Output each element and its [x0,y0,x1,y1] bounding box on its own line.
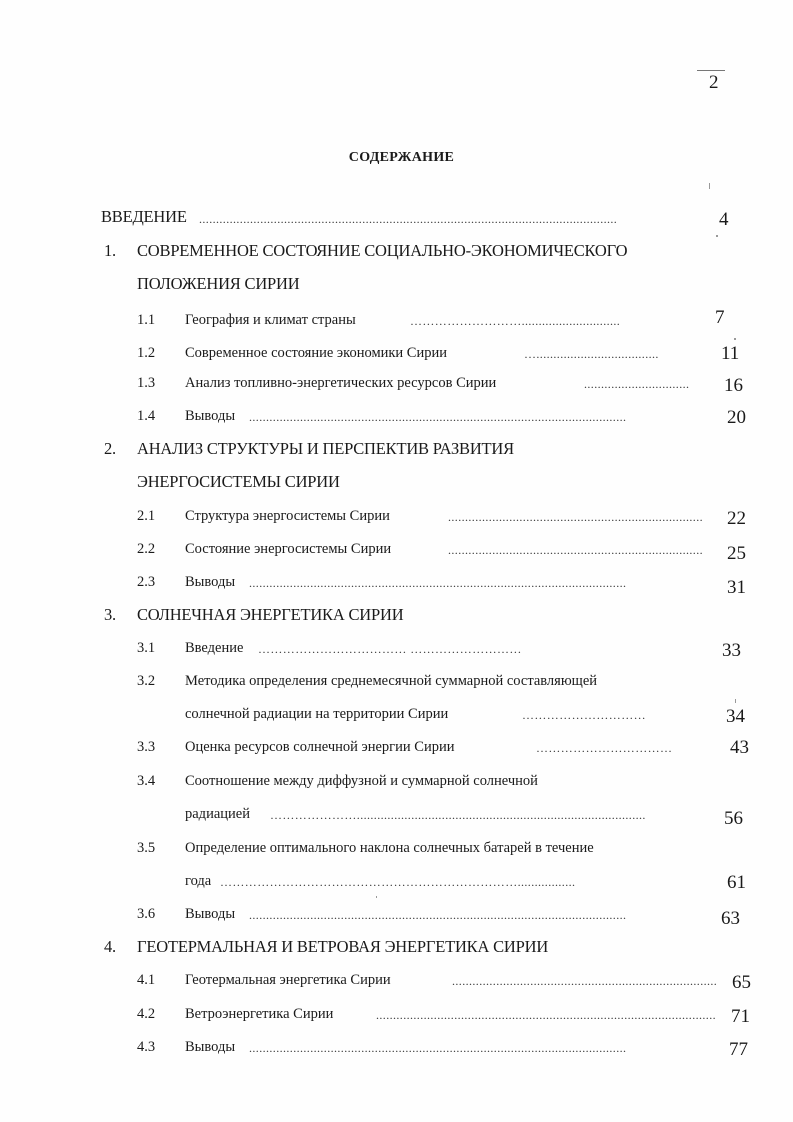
dot-leader: .................................................................................................... [376,1008,716,1022]
chapter-title: СОВРЕМЕННОЕ СОСТОЯНИЕ СОЦИАЛЬНО-ЭКОНОМИЧЕСКОГО [137,241,628,260]
toc-section-3-1[interactable] [0,640,793,670]
section-number: 1.4 [137,408,156,424]
dot-leader: …………………..................................................................................... [270,808,646,822]
section-number: 2.3 [137,574,156,590]
section-title: Структура энергосистемы Сирии [185,508,390,524]
toc-section-3-5-cont [0,873,793,903]
toc-entry-label: ВВЕДЕНИЕ [101,207,187,226]
chapter-title: ГЕОТЕРМАЛЬНАЯ И ВЕТРОВАЯ ЭНЕРГЕТИКА СИРИИ [137,937,549,956]
toc-section-1-1[interactable] [0,309,793,339]
section-number: 1.3 [137,375,156,391]
toc-section-4-3[interactable] [0,1039,793,1069]
dot-leader: ........................................................................... [448,543,703,557]
toc-page-number: 33 [722,640,741,661]
section-title: Определение оптимального наклона солнечных батарей в течение [185,840,594,856]
section-title-cont: года [185,873,212,889]
dot-leader: ….................................... [524,347,659,361]
toc-section-4-1[interactable] [0,972,793,1002]
toc-section-2-2[interactable] [0,541,793,571]
section-number: 3.6 [137,906,156,922]
toc-section-1-4[interactable] [0,408,793,438]
section-title: Ветроэнергетика Сирии [185,1006,334,1022]
section-number: 1.1 [137,312,156,328]
toc-section-3-2[interactable] [0,673,793,703]
toc-section-1-3[interactable] [0,375,793,405]
section-number: 3.5 [137,840,156,856]
section-title: Выводы [185,1039,236,1055]
chapter-number: 3. [104,605,116,624]
section-title-cont: солнечной радиации на территории Сирии [185,706,449,722]
section-title: Анализ топливно-энергетических ресурсов Сирии [185,375,497,391]
section-title: Методика определения среднемесячной суммарной составляющей [185,673,598,689]
toc-chapter-2-cont [0,472,793,502]
toc-chapter-3[interactable] [0,605,793,635]
dot-leader: ............................................................................................................... [249,908,627,922]
toc-page-number: 61 [727,872,746,893]
dot-leader: …………………………… [536,741,673,755]
chapter-number: 4. [104,937,116,956]
scan-speck [734,338,736,340]
toc-section-2-3[interactable] [0,574,793,604]
toc-section-3-6[interactable] [0,906,793,936]
toc-chapter-1-cont [0,274,793,304]
toc-chapter-4[interactable] [0,937,793,967]
section-number: 4.1 [137,972,156,988]
section-number: 3.3 [137,739,156,755]
dot-leader: ............................................................................................................... [249,1041,627,1055]
toc-page-number: 56 [724,808,743,829]
section-number: 3.4 [137,773,156,789]
page-number: 2 [709,72,719,93]
chapter-title: АНАЛИЗ СТРУКТУРЫ И ПЕРСПЕКТИВ РАЗВИТИЯ [137,439,514,458]
toc-page-number: 22 [727,508,746,529]
section-title: Выводы [185,906,236,922]
section-title: Оценка ресурсов солнечной энергии Сирии [185,739,455,755]
section-title: Соотношение между диффузной и суммарной солнечной [185,773,538,789]
page-title: СОДЕРЖАНИЕ [348,150,455,165]
scan-speck [735,699,736,703]
toc-section-3-2-cont [0,706,793,736]
dot-leader: ………………………… [522,708,646,722]
toc-section-2-1[interactable] [0,508,793,538]
toc-page-number: 16 [724,375,743,396]
section-title: География и климат страны [185,312,356,328]
section-title: Геотермальная энергетика Сирии [185,972,391,988]
section-number: 4.2 [137,1006,156,1022]
dot-leader: ........................................................................... [448,510,703,524]
toc-page-number: 65 [732,972,751,993]
scan-speck [376,896,377,898]
section-title: Выводы [185,574,236,590]
toc-page-number: 20 [727,407,746,428]
toc-section-3-4-cont [0,806,793,836]
toc-entry-intro[interactable] [0,207,793,237]
chapter-title-cont: ЭНЕРГОСИСТЕМЫ СИРИИ [137,472,340,491]
toc-page-number: 11 [721,343,740,364]
page-number-rule [697,70,725,71]
section-title: Состояние энергосистемы Сирии [185,541,392,557]
toc-section-4-2[interactable] [0,1006,793,1036]
section-title: Введение [185,640,244,656]
scan-speck [709,183,710,189]
toc-page-number: 25 [727,543,746,564]
toc-page-number: 77 [729,1039,748,1060]
dot-leader: ………………………............................. [410,314,621,328]
dot-leader: ……………………………… ……………………… [258,642,522,656]
chapter-number: 1. [104,241,116,260]
toc-section-3-4[interactable] [0,773,793,803]
dot-leader: ............................................................................................................... [249,410,627,424]
chapter-title: СОЛНЕЧНАЯ ЭНЕРГЕТИКА СИРИИ [137,605,404,624]
section-number: 2.1 [137,508,156,524]
toc-page-number: 63 [721,908,740,929]
toc-chapter-1[interactable] [0,241,793,271]
section-number: 1.2 [137,345,156,361]
section-number: 4.3 [137,1039,156,1055]
toc-page-number: 71 [731,1006,750,1027]
dot-leader: ........................................................................................................................... [199,212,618,226]
section-number: 2.2 [137,541,156,557]
toc-chapter-2[interactable] [0,439,793,469]
toc-page-number: 43 [730,737,749,758]
toc-page-number: 31 [727,577,746,598]
section-title: Современное состояние экономики Сирии [185,345,448,361]
section-number: 3.1 [137,640,156,656]
toc-section-3-3[interactable] [0,739,793,769]
section-title-cont: радиацией [185,806,250,822]
scan-speck [716,235,718,237]
section-title: Выводы [185,408,236,424]
chapter-title-cont: ПОЛОЖЕНИЯ СИРИИ [137,274,300,293]
toc-page-number: 34 [726,706,745,727]
section-number: 3.2 [137,673,156,689]
dot-leader: ............................................................................................................... [249,576,627,590]
dot-leader: ………………………………………………………………................. [220,875,576,889]
toc-section-3-5[interactable] [0,840,793,870]
dot-leader: .............................................................................. [452,974,718,988]
chapter-number: 2. [104,439,116,458]
toc-section-1-2[interactable] [0,342,793,372]
toc-page-number: 4 [719,209,729,230]
dot-leader: ............................... [584,377,690,391]
toc-page-number: 7 [715,307,725,328]
